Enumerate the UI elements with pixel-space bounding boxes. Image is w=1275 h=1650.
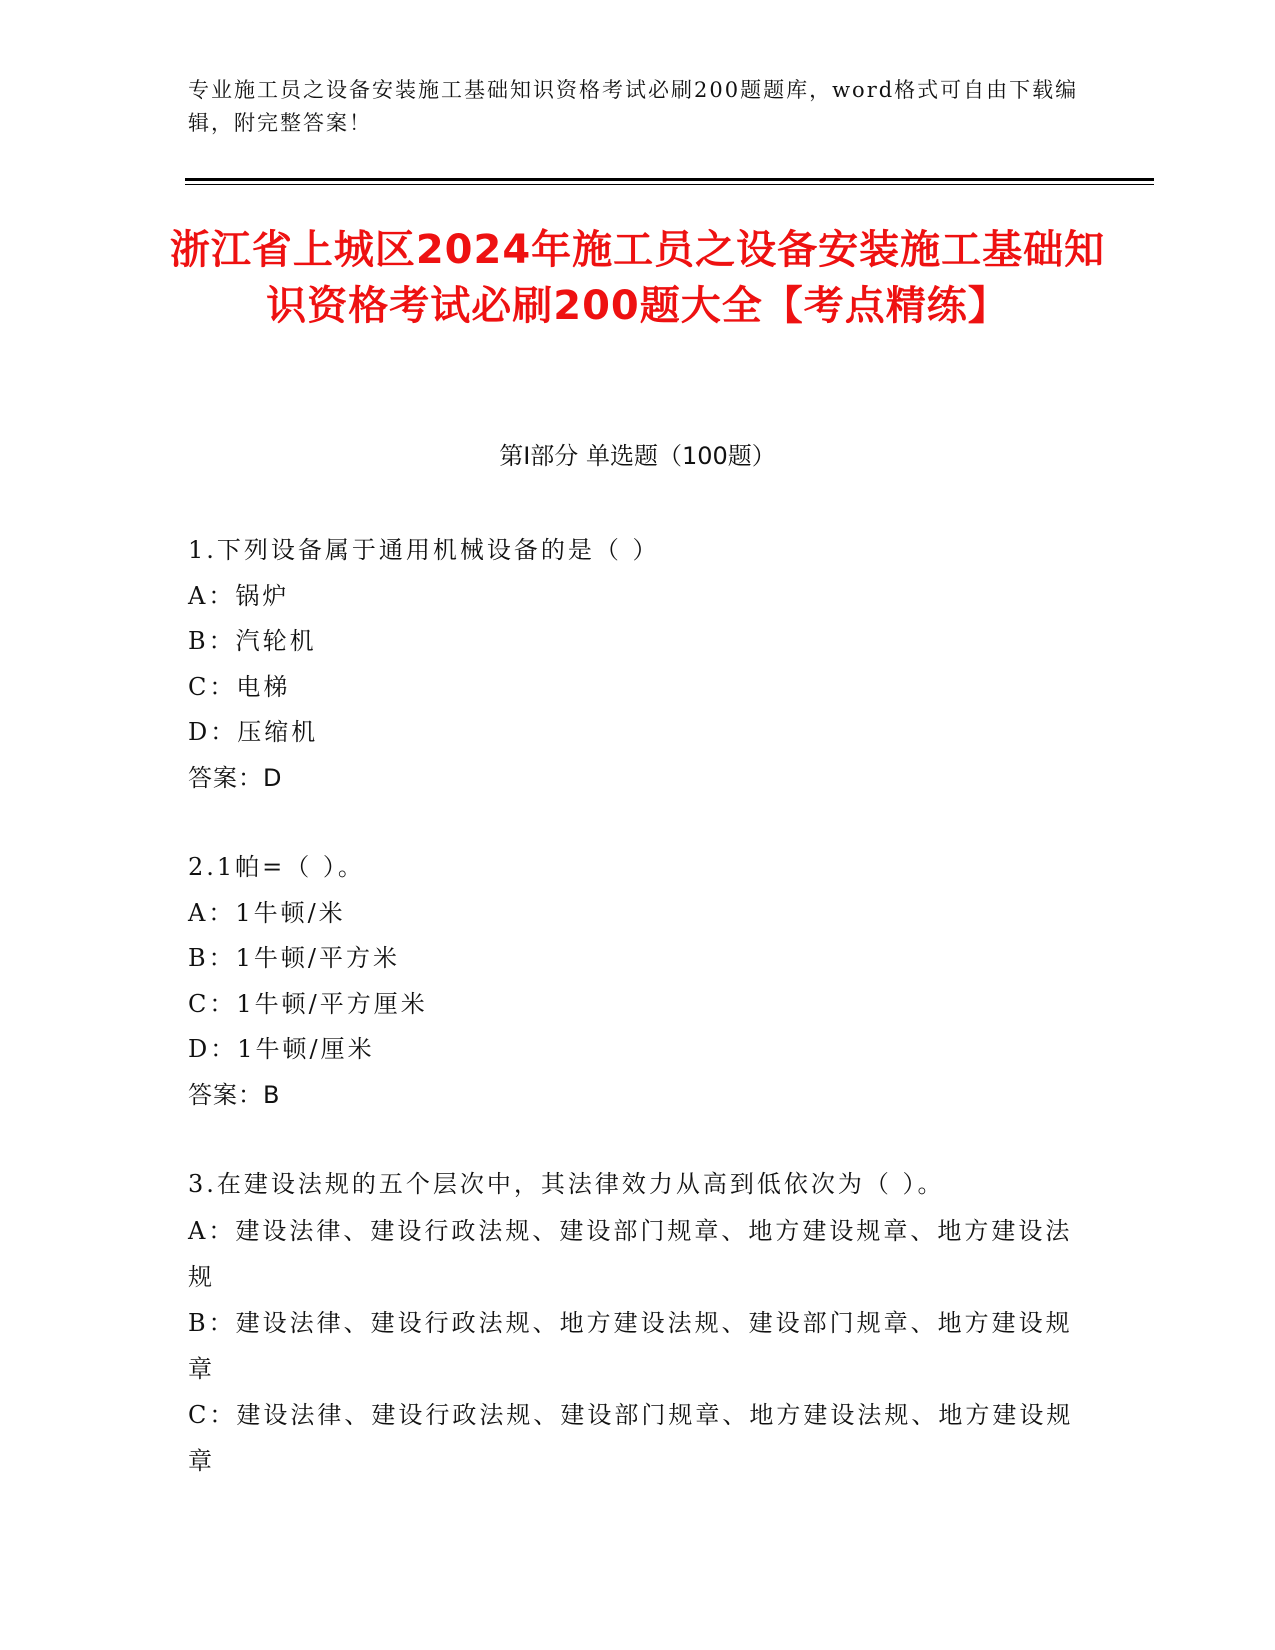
question-1: [188, 528, 1088, 801]
question-stem: 3.在建设法规的五个层次中，其法律效力从高到低依次为（ ）。: [188, 1170, 945, 1198]
option-c: C：1牛顿/平方厘米: [188, 989, 428, 1018]
question-2: [188, 845, 1088, 1118]
option-a: A：锅炉: [188, 581, 290, 610]
option-c: C：电梯: [188, 672, 291, 701]
section-heading: 第I部分 单选题（100题）: [499, 442, 776, 470]
option-d: D：1牛顿/厘米: [188, 1035, 375, 1063]
option-b: B：1牛顿/平方米: [188, 944, 400, 972]
option-c: C：建设法律、建设行政法规、建设部门规章、地方建设法规、地方建设规章: [188, 1400, 1074, 1475]
question-spacer: [188, 1118, 1088, 1162]
question-spacer: [188, 801, 1088, 845]
question-stem: 2.1帕=（ ）。: [188, 853, 365, 881]
option-d: D：压缩机: [188, 718, 319, 746]
option-a: A：1牛顿/米: [188, 898, 346, 927]
question-3: [188, 1162, 1088, 1484]
answer: 答案：B: [188, 1080, 281, 1109]
document-title: 浙江省上城区2024年施工员之设备安装施工基础知识资格考试必刷200题大全【考点精练】: [169, 227, 1106, 329]
header-note: 专业施工员之设备安装施工基础知识资格考试必刷200题题库，word格式可自由下载编辑，附完整答案！: [188, 78, 1079, 135]
option-a: A：建设法律、建设行政法规、建设部门规章、地方建设规章、地方建设法规: [188, 1216, 1073, 1291]
header-rule-thin: [185, 184, 1154, 185]
answer: 答案：D: [188, 763, 283, 792]
question-stem: 1.下列设备属于通用机械设备的是（ ）: [188, 536, 660, 564]
question-list: [188, 528, 1088, 1484]
option-b: B：建设法律、建设行政法规、地方建设法规、建设部门规章、地方建设规章: [188, 1308, 1073, 1383]
option-b: B：汽轮机: [188, 627, 317, 655]
header-rule-thick: [185, 178, 1154, 181]
